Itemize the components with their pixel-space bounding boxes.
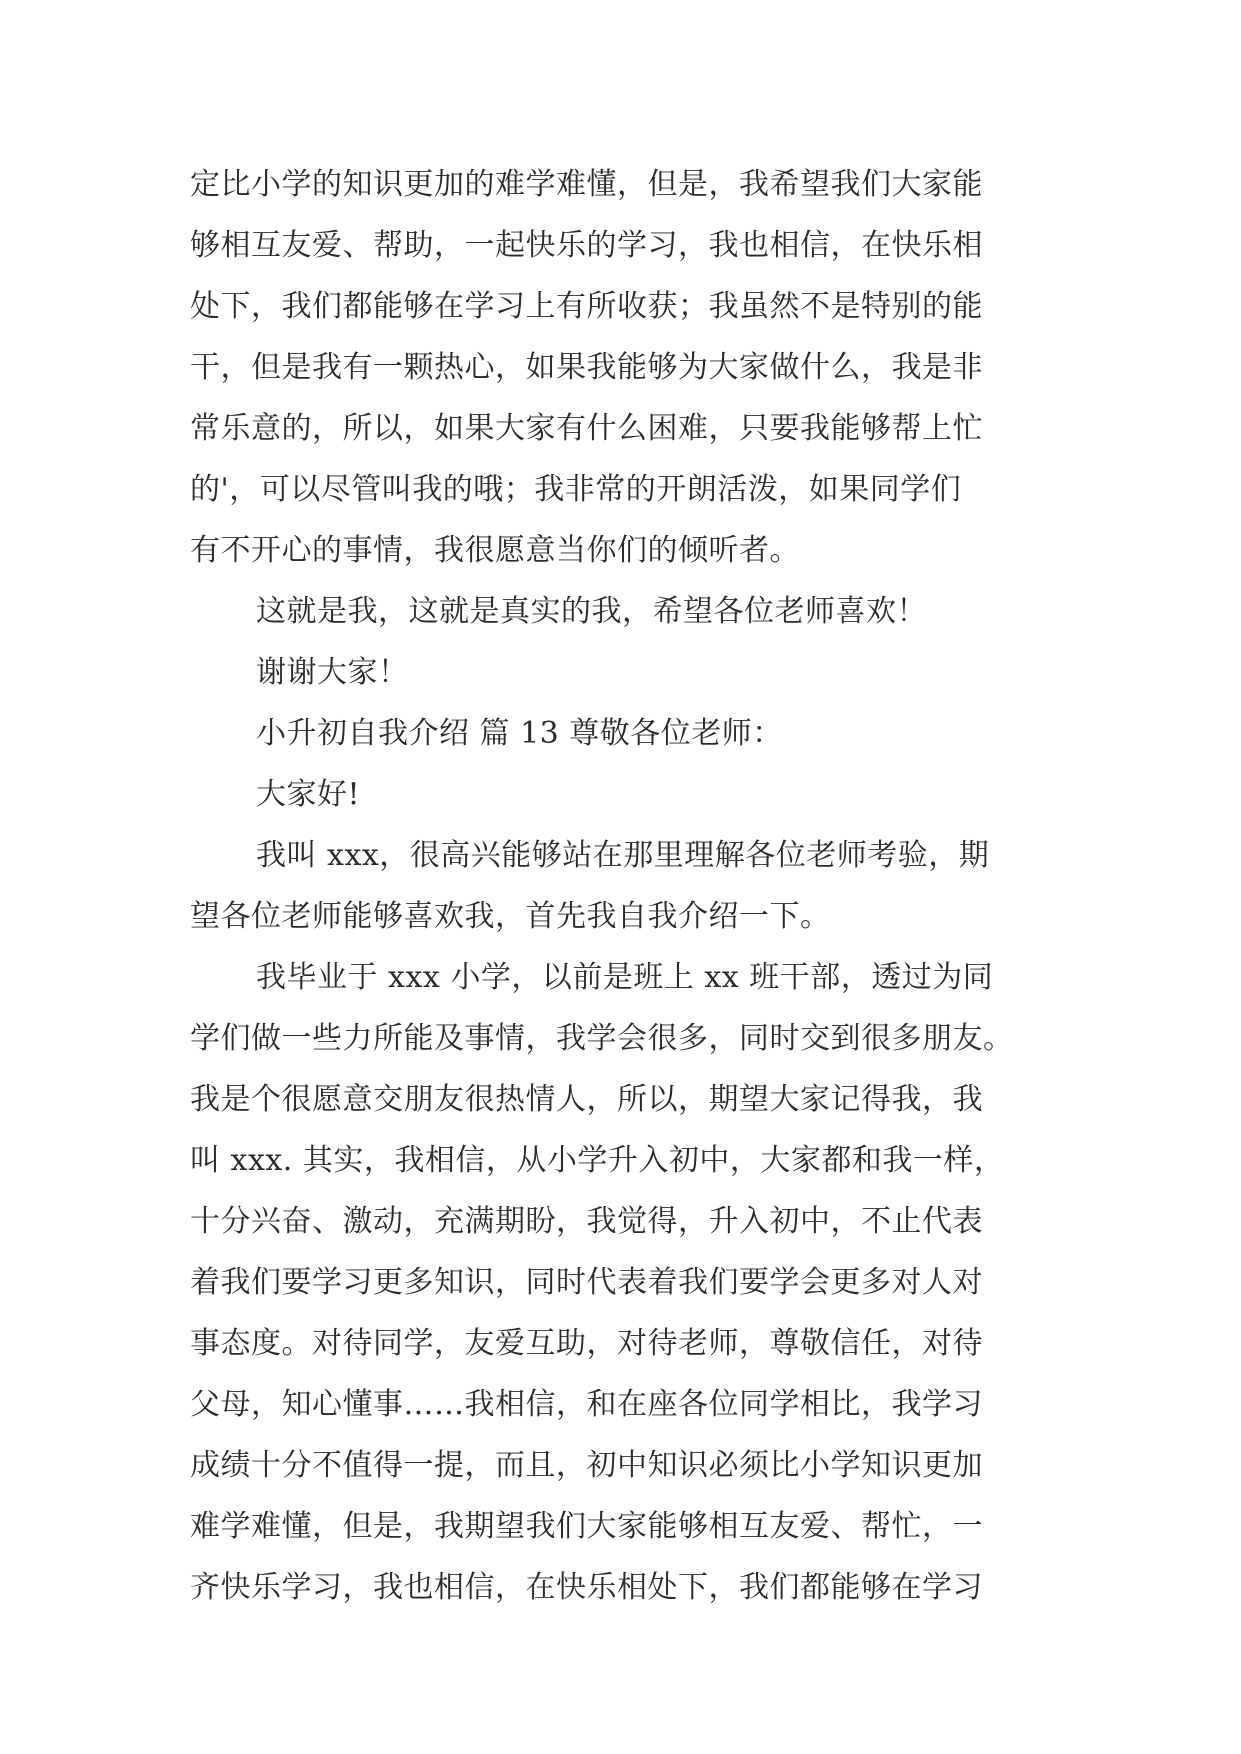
text-line: 我是个很愿意交朋友很热情人，所以，期望大家记得我，我 bbox=[190, 1082, 983, 1117]
text-line: 成绩十分不值得一提，而且，初中知识必须比小学知识更加 bbox=[190, 1448, 983, 1483]
text-line: 干，但是我有一颗热心，如果我能够为大家做什么，我是非 bbox=[190, 350, 983, 385]
text-line: 我毕业于 xxx 小学，以前是班上 xx 班干部，透过为同 bbox=[256, 960, 994, 995]
text-line: 定比小学的知识更加的难学难懂，但是，我希望我们大家能 bbox=[190, 167, 983, 202]
document-body bbox=[190, 154, 1060, 1618]
text-line: 难学难懂，但是，我期望我们大家能够相互友爱、帮忙，一 bbox=[190, 1509, 983, 1544]
text-line: 我叫 xxx，很高兴能够站在那里理解各位老师考验，期 bbox=[256, 838, 990, 873]
text-line: 这就是我，这就是真实的我，希望各位老师喜欢！ bbox=[256, 594, 927, 629]
text-line: 十分兴奋、激动，充满期盼，我觉得，升入初中，不止代表 bbox=[190, 1204, 983, 1239]
text-line: 叫 xxx. 其实，我相信，从小学升入初中，大家都和我一样， bbox=[190, 1143, 1005, 1178]
text-line: 学们做一些力所能及事情，我学会很多，同时交到很多朋友。 bbox=[190, 1021, 1014, 1056]
text-line: 有不开心的事情，我很愿意当你们的倾听者。 bbox=[190, 533, 800, 568]
text-line: 着我们要学习更多知识，同时代表着我们要学会更多对人对 bbox=[190, 1265, 983, 1300]
text-line: 处下，我们都能够在学习上有所收获；我虽然不是特别的能 bbox=[190, 289, 983, 324]
text-line: 的'，可以尽管叫我的哦；我非常的开朗活泼，如果同学们 bbox=[190, 472, 962, 507]
text-line: 事态度。对待同学，友爱互助，对待老师，尊敬信任，对待 bbox=[190, 1326, 983, 1361]
text-line: 常乐意的，所以，如果大家有什么困难，只要我能够帮上忙 bbox=[190, 411, 983, 446]
section-heading: 小升初自我介绍 篇 13 尊敬各位老师： bbox=[256, 716, 783, 751]
text-line: 父母，知心懂事……我相信，和在座各位同学相比，我学习 bbox=[190, 1387, 983, 1422]
text-line: 谢谢大家！ bbox=[256, 655, 409, 690]
text-line: 够相互友爱、帮助，一起快乐的学习，我也相信，在快乐相 bbox=[190, 228, 983, 263]
text-line: 齐快乐学习，我也相信，在快乐相处下，我们都能够在学习 bbox=[190, 1570, 983, 1605]
greeting-line: 大家好! bbox=[256, 777, 361, 812]
text-line: 望各位老师能够喜欢我，首先我自我介绍一下。 bbox=[190, 899, 831, 934]
